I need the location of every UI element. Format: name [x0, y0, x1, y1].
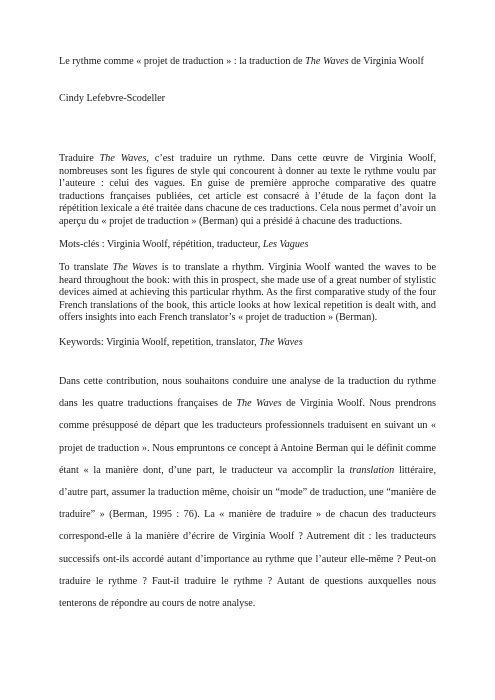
body-italic-1: The Waves — [236, 398, 282, 410]
keywords-en-text: Keywords: Virginia Woolf, repetition, translator, — [59, 337, 260, 348]
keywords-fr-text: Mots-clés : Virginia Woolf, répétition, traducteur, — [59, 239, 263, 250]
body-text-1: Dans cette contribution, nous souhaitons conduire une analyse de la traduction du rythme dans les quatre traductions françaises de — [59, 376, 436, 410]
abstract-en-italic: The Waves — [112, 262, 158, 273]
title-text: Le rythme comme « projet de traduction » : la traduction de — [59, 56, 306, 67]
author-name: Cindy Lefebvre-Scodeller — [59, 93, 166, 104]
abstract-english — [59, 262, 436, 325]
abstract-en-text: To translate — [59, 262, 113, 273]
abstract-fr-text-rest: , c’est traduire un rythme. Dans cette œuvre de Virginia Woolf, nombreuses sont les figures de style qui concourent à donner au texte le rythme voulu par l’auteure : celui des vagues. En guise de première approche comparative des quatre traductions françaises publiées, cet article est consacré à l’étude de la façon dont la répétition lexicale a été traitée dans chacune de ces traductions. Cela nous permet d’avoir un aperçu du « projet de traduction » (Berman) qui a présidé à chacune des traductions. — [59, 153, 436, 227]
body-text-2: de Virginia Woolf. Nous prendrons comme présupposé de départ que les traducteurs professionnels traduisent en suivant un « projet de traduction ». Nous empruntons ce concept à Antoine Berman qui le définit comme étant « la manière dont, d’une part, le traducteur va accomplir la — [59, 398, 437, 476]
abstract-fr-italic: The Waves — [99, 153, 147, 164]
abstract-en-text-rest: is to translate a rhythm. Virginia Woolf wanted the waves to be heard throughout the book: with this in prospect, she made use of a great number of stylistic devices aimed at achieving this particular rhythm. As the first comparative study of the four French translations of the book, this article looks at how lexical repetition is dealt with, and offers insights into each French translator’s « projet de traduction » (Berman). — [59, 262, 436, 324]
body-paragraph — [59, 371, 436, 615]
body-italic-2: translation — [349, 464, 395, 476]
article-title — [59, 56, 436, 69]
keywords-english — [59, 337, 436, 350]
keywords-en-italic: The Waves — [259, 337, 303, 348]
keywords-french — [59, 239, 436, 252]
abstract-french — [59, 153, 436, 229]
title-text-end: de Virginia Woolf — [348, 56, 424, 67]
keywords-fr-italic: Les Vagues — [262, 239, 309, 250]
title-work-italic: The Waves — [305, 56, 349, 67]
abstract-fr-text: Traduire — [59, 153, 100, 164]
body-text-3: littéraire, d’autre part, assumer la traduction même, choisir un “mode” de traduction, une “manière de traduire” » (Berman, 1995 : 76). La « manière de traduire » de chacun des traducteurs correspond-elle à la manière d’écrire de Virginia Woolf ? Autrement dit : les traducteurs successifs ont-ils accordé autant d’importance au rythme que l’auteur elle-même ? Peut-on traduire le rythme ? Faut-il traduire le rythme ? Autant de questions auxquelles nous tenterons de répondre au cours de notre analyse. — [59, 464, 436, 610]
